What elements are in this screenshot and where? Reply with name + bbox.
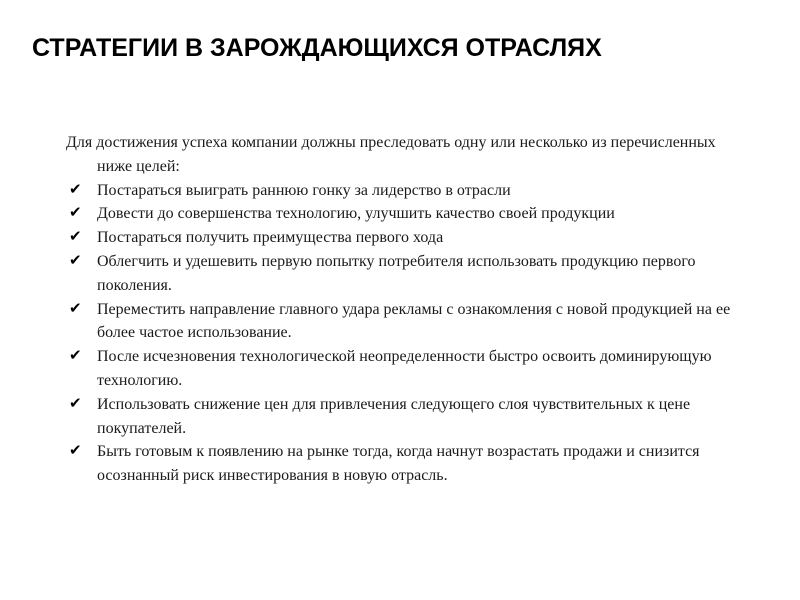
check-arrow-icon: ✔ — [69, 250, 82, 269]
check-arrow-icon: ✔ — [69, 441, 82, 460]
bullet-text: Облегчить и удешевить первую попытку потребителя использовать продукцию первого поколения. — [97, 252, 696, 294]
intro-text: Для достижения успеха компании должны преследовать одну или несколько из перечисленных ниже целей: — [66, 134, 716, 175]
bullet-text: Постараться выиграть раннюю гонку за лидерство в отрасли — [97, 181, 511, 199]
check-arrow-icon: ✔ — [69, 393, 82, 412]
bullet-item — [66, 440, 736, 488]
bullet-text: Быть готовым к появлению на рынке тогда, когда начнут возрастать продажи и снизится осознанный риск инвестирования в новую отрасль. — [97, 443, 700, 485]
bullet-text: После исчезновения технологической неопределенности быстро освоить доминирующую технологию. — [97, 348, 712, 389]
check-arrow-icon: ✔ — [69, 179, 82, 198]
bullet-item — [66, 345, 736, 393]
bullet-item — [66, 179, 736, 203]
slide-content — [66, 131, 736, 488]
bullet-text: Постараться получить преимущества первого хода — [97, 229, 444, 247]
bullet-text: Довести до совершенства технологию, улучшить качество своей продукции — [97, 205, 615, 223]
bullet-item — [66, 250, 736, 298]
bullet-item — [66, 226, 736, 250]
check-arrow-icon: ✔ — [69, 227, 82, 246]
bullet-item — [66, 202, 736, 226]
bullet-list — [66, 179, 736, 488]
check-arrow-icon: ✔ — [69, 298, 82, 317]
bullet-item — [66, 298, 736, 346]
bullet-text: Использовать снижение цен для привлечения следующего слоя чувствительных к цене покупателей. — [97, 395, 691, 437]
bullet-text: Переместить направление главного удара рекламы с ознакомления с новой продукцией на ее более частое использование. — [97, 300, 731, 342]
check-arrow-icon: ✔ — [69, 203, 82, 222]
bullet-item — [66, 393, 736, 441]
slide-title: СТРАТЕГИИ В ЗАРОЖДАЮЩИХСЯ ОТРАСЛЯХ — [32, 34, 602, 62]
check-arrow-icon: ✔ — [69, 346, 82, 365]
